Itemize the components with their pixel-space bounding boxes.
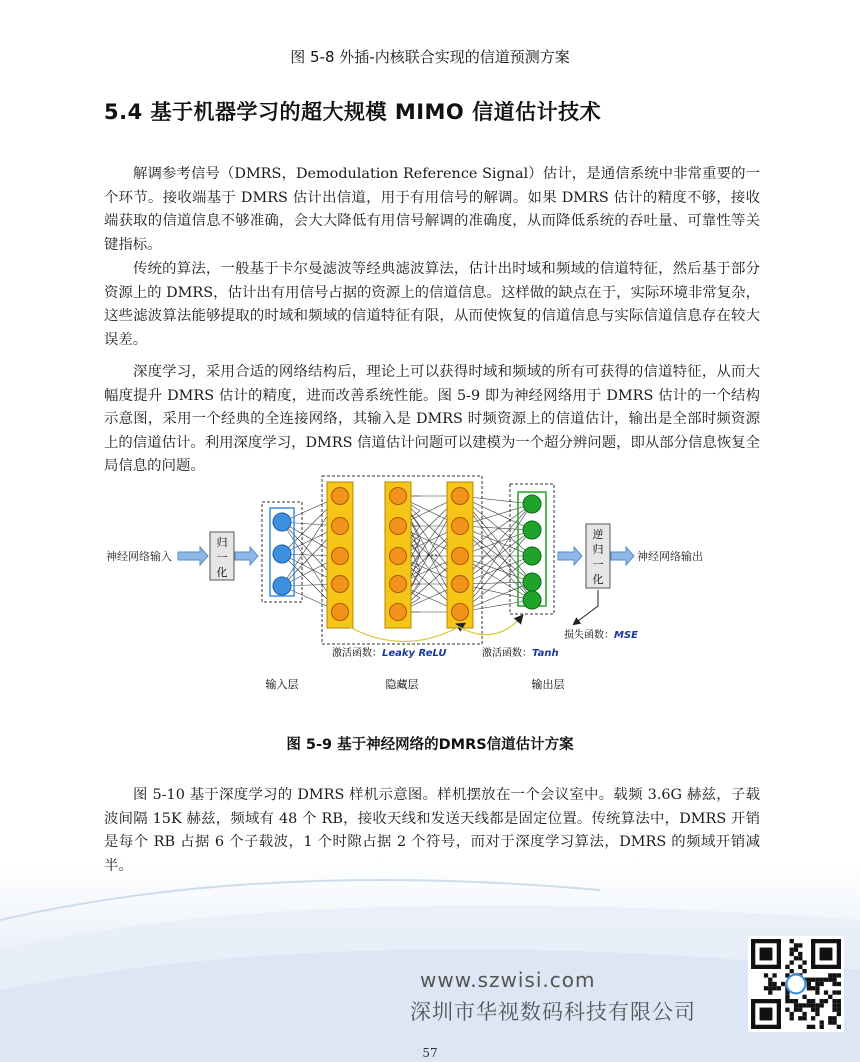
figure-caption: 图 5-9 基于神经网络的DMRS信道估计方案 [286, 737, 574, 753]
hidden-ellipsis: … [426, 545, 438, 559]
hidden-activation-label: 激活函数：Leaky ReLU [332, 648, 447, 659]
output-node [523, 573, 541, 591]
loss-label: 损失函数：MSE [564, 630, 638, 641]
hidden-node [332, 604, 349, 621]
input-nodes [273, 513, 291, 595]
output-node [523, 521, 541, 539]
output-node [523, 591, 541, 609]
denormalize-label: 逆归一化 [592, 528, 604, 586]
qr-code-icon [748, 936, 844, 1032]
section-heading: 5.4 基于机器学习的超大规模 MIMO 信道估计技术 [104, 100, 602, 124]
paragraph-3: 深度学习，采用合适的网络结构后，理论上可以获得时域和频域的所有可获得的信道特征，从而大幅度提升 DMRS 估计的精度，进而改善系统性能。图 5-9 即为神经网络用于 DMRS 估计的一个结构示意图，采用一个经典的全连接网络，其输入是 DMRS 时频资源上的信道估计，输出是全部时频资源上的信道估计。利用深度学习，DMRS 信道估计问题可以建模为一个超分辨问题，即从部分信息恢复全局信息的问题。 [104, 364, 760, 475]
output-node [523, 495, 541, 513]
hidden-node [332, 488, 349, 505]
output-nodes [523, 495, 541, 609]
input-node [273, 577, 291, 595]
input-node [273, 513, 291, 531]
hidden-node [452, 548, 469, 565]
hidden-node [452, 576, 469, 593]
nn-output-label: 神经网络输出 [637, 550, 703, 563]
hidden-node [332, 548, 349, 565]
input-node [273, 545, 291, 563]
website-url[interactable]: www.szwisi.com [420, 968, 596, 992]
hidden-node [332, 576, 349, 593]
hidden-node [390, 604, 407, 621]
input-layer-label: 输入层 [265, 678, 299, 691]
hidden-node [452, 518, 469, 535]
hidden-layer-label: 隐藏层 [385, 678, 419, 691]
hidden-node [390, 576, 407, 593]
paragraph-4: 图 5-10 基于深度学习的 DMRS 样机示意图。样机摆放在一个会议室中。载频 3.6G 赫兹，子载波间隔 15K 赫兹，频域有 48 个 RB，接收天线和发送天线都是固定位置。传统算法中，DMRS 开销是每个 RB 占据 6 个子载波，1 个时隙占据 2 个符号，而对于深度学习算法，DMRS 的频域开销减半。 [104, 787, 760, 874]
paragraph-1: 解调参考信号（DMRS，Demodulation Reference Signal）估计，是通信系统中非常重要的一个环节。接收端基于 DMRS 估计出信道，用于有用信号的解调。如果 DMRS 估计的精度不够，接收端获取的信道信息不够准确，会大大降低有用信号解调的准确度，从而降低系统的吞吐量、可靠性等关键指标。 [104, 166, 760, 253]
output-layer-label: 输出层 [531, 678, 565, 691]
hidden-node [390, 518, 407, 535]
neural-network-diagram [104, 474, 704, 694]
page-number: 57 [422, 1046, 438, 1060]
normalize-label: 归一化 [216, 536, 228, 579]
company-name: 深圳市华视数码科技有限公司 [410, 1000, 696, 1024]
hidden-node [452, 604, 469, 621]
output-activation-label: 激活函数：Tanh [482, 648, 559, 659]
normalize-arrow-icon [235, 547, 258, 565]
hidden-node [390, 548, 407, 565]
paragraph-2: 传统的算法，一般基于卡尔曼滤波等经典滤波算法，估计出时域和频域的信道特征，然后基于部分资源上的 DMRS，估计出有用信号占据的资源上的信道信息。这样做的缺点在于，实际环境非常复杂，这些滤波算法能够提取的时域和频域的信道特征有限，从而使恢复的信道信息与实际信道信息存在较大误差。 [104, 261, 760, 348]
hidden-node [452, 488, 469, 505]
nn-input-label: 神经网络输入 [106, 550, 172, 563]
previous-figure-caption: 图 5-8 外插-内核联合实现的信道预测方案 [290, 48, 570, 66]
denormalize-arrow-icon [558, 547, 582, 565]
output-arrow-icon [611, 547, 634, 565]
input-arrow-icon [178, 547, 208, 565]
decorative-swoosh [0, 860, 860, 1062]
hidden-node [332, 518, 349, 535]
output-node [523, 547, 541, 565]
hidden-node [390, 488, 407, 505]
